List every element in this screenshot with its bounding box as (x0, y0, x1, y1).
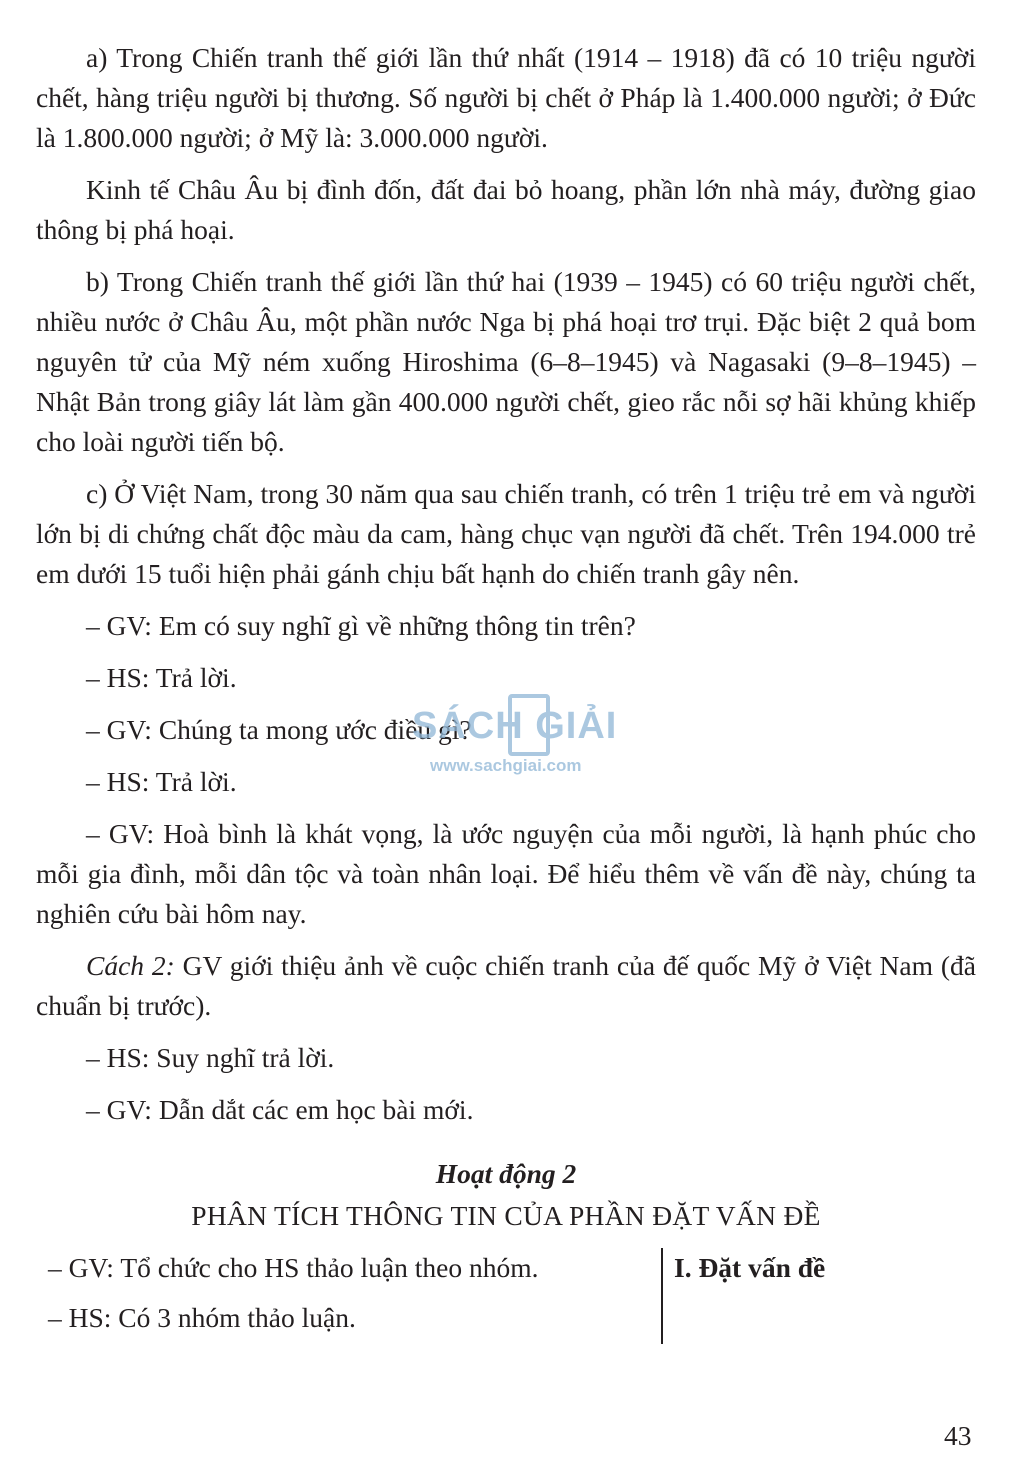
watermark-text: SÁCH GIẢI (412, 705, 618, 747)
two-column-table (36, 1248, 976, 1344)
page-number: 43 (944, 1420, 972, 1451)
activity-subtitle: PHÂN TÍCH THÔNG TIN CỦA PHẦN ĐẶT VẤN ĐỀ (191, 1200, 821, 1231)
paragraph-method-2 (36, 946, 976, 1026)
dialogue-gv-peace: – GV: Hoà bình là khát vọng, là ước nguyện của mỗi người, là hạnh phúc cho mỗi gia đình, mỗi dân tộc và toàn nhân loại. Để hiểu thêm về vấn đề này, chúng ta nghiên cứu bài hôm nay. (36, 818, 976, 929)
dialogue-hs-answer-2: – HS: Trả lời. (86, 766, 237, 797)
page-content (36, 38, 976, 1344)
paragraph-vietnam: c) Ở Việt Nam, trong 30 năm qua sau chiến tranh, có trên 1 triệu trẻ em và người lớn bị di chứng chất độc màu da cam, hàng chục vạn người đã chết. Trên 194.000 trẻ em dưới 15 tuổi hiện phải gánh chịu bất hạnh do chiến tranh gây nên. (36, 478, 976, 589)
paragraph-economy: Kinh tế Châu Âu bị đình đốn, đất đai bỏ hoang, phần lớn nhà máy, đường giao thông bị phá hoại. (36, 174, 976, 245)
watermark-url: www.sachgiai.com (430, 756, 582, 775)
column-divider (661, 1248, 663, 1344)
dialogue-hs-think: – HS: Suy nghĩ trả lời. (86, 1042, 335, 1073)
content-heading: I. Đặt vấn đề (674, 1252, 826, 1283)
paragraph-ww1: a) Trong Chiến tranh thế giới lần thứ nhất (1914 – 1918) đã có 10 triệu người chết, hàng triệu người bị thương. Số người bị chết ở Pháp là 1.400.000 người; ở Đức là 1.800.000 người; ở Mỹ là: 3.000.000 người. (36, 42, 976, 153)
activity-title: Hoạt động 2 (435, 1158, 577, 1189)
dialogue-gv-question: – GV: Em có suy nghĩ gì về những thông tin trên? (86, 610, 636, 641)
table-row: – HS: Có 3 nhóm thảo luận. (48, 1302, 356, 1333)
dialogue-gv-lead: – GV: Dẫn dắt các em học bài mới. (86, 1094, 474, 1125)
method-label: Cách 2: (86, 950, 175, 981)
teacher-student-column (48, 1248, 658, 1338)
dialogue-hs-answer: – HS: Trả lời. (86, 662, 237, 693)
table-row: – GV: Tổ chức cho HS thảo luận theo nhóm. (48, 1252, 539, 1283)
method-text: GV giới thiệu ảnh về cuộc chiến tranh của đế quốc Mỹ ở Việt Nam (đã chuẩn bị trước). (36, 950, 976, 1021)
dialogue-gv-wish: – GV: Chúng ta mong ước điều gì? (86, 714, 472, 745)
paragraph-ww2: b) Trong Chiến tranh thế giới lần thứ hai (1939 – 1945) có 60 triệu người chết, nhiều nước ở Châu Âu, một phần nước Nga bị phá hoại trơ trụi. Đặc biệt 2 quả bom nguyên tử của Mỹ ném xuống Hiroshima (6–8–1945) và Nagasaki (9–8–1945) – Nhật Bản trong giây lát làm gần 400.000 người chết, gieo rắc nỗi sợ hãi khủng khiếp cho loài người tiến bộ. (36, 266, 976, 457)
